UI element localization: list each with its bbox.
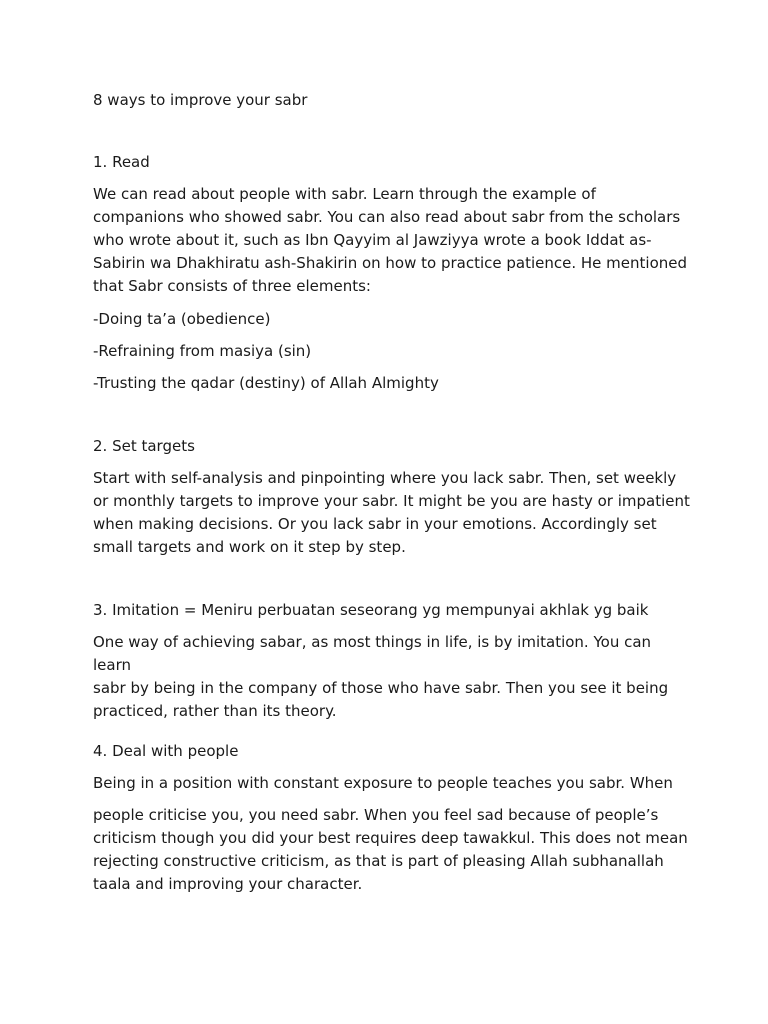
bullet-list <box>93 308 693 394</box>
section-heading: 2. Set targets <box>93 437 195 455</box>
section-paragraph: Start with self-analysis and pinpointing where you lack sabr. Then, set weekly or monthly targets to improve your sabr. It might be you are hasty or impatient when making decisions. Or you lack sabr in your emotions. Accordingly set small targets and work on it step by step. <box>93 469 690 556</box>
section-paragraph: Being in a position with constant exposure to people teaches you sabr. When <box>93 774 673 792</box>
section-paragraph: people criticise you, you need sabr. When you feel sad because of people’s criticism though you did your best requires deep tawakkul. This does not mean rejecting constructive criticism, as that is part of pleasing Allah subhanallah taala and improving your character. <box>93 806 688 893</box>
bullet-item: -Refraining from masiya (sin) <box>93 342 312 360</box>
document-title: 8 ways to improve your sabr <box>93 91 308 109</box>
section-set-targets <box>93 435 693 559</box>
paragraph-gap <box>93 795 693 804</box>
bullet-item: -Trusting the qadar (destiny) of Allah Almighty <box>93 374 439 392</box>
bullet-item: -Doing ta’a (obedience) <box>93 310 271 328</box>
section-deal-with-people <box>93 740 693 896</box>
section-imitation <box>93 599 693 723</box>
section-read <box>93 151 693 404</box>
section-paragraph: One way of achieving sabar, as most things in life, is by imitation. You can learn sabr by being in the company of those who have sabr. Then you see it being practiced, rather than its theory. <box>93 633 669 720</box>
section-heading: 1. Read <box>93 153 150 171</box>
section-paragraph: We can read about people with sabr. Learn through the example of companions who showed sabr. You can also read about sabr from the scholars who wrote about it, such as Ibn Qayyim al Jawziyya wrote a book Iddat as- Sabirin wa Dhakhiratu ash-Shakirin on how to practice patience. He mentioned that Sabr consists of three elements: <box>93 185 688 295</box>
section-heading: 3. Imitation = Meniru perbuatan seseorang yg mempunyai akhlak yg baik <box>93 601 649 619</box>
section-heading: 4. Deal with people <box>93 742 239 760</box>
